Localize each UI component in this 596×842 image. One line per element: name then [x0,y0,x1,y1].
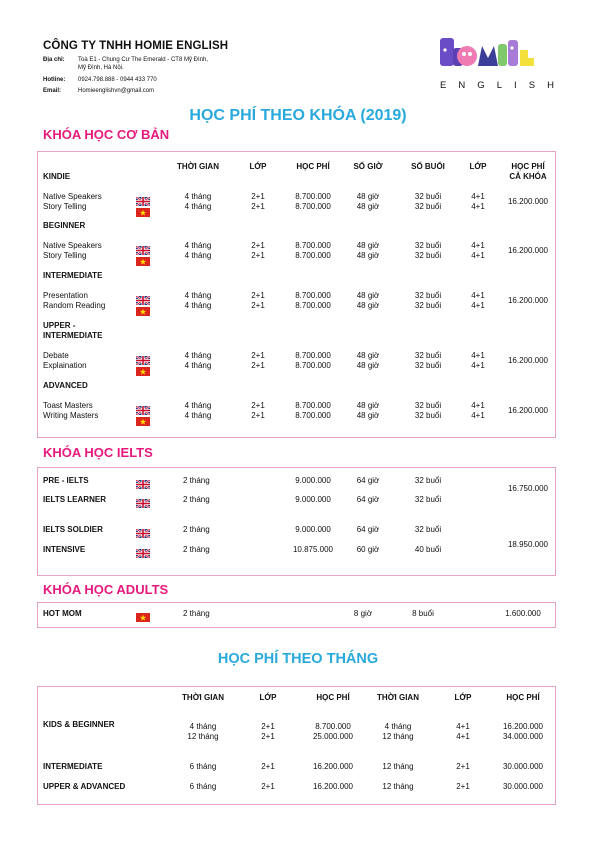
total-course-fee: 16.200.000 [507,296,549,305]
level-name: INTERMEDIATE [43,271,103,280]
class-ratio: 2+1 [251,291,265,300]
duration: 6 tháng [189,782,217,791]
uk-flag-icon [136,525,150,534]
course-fee: 8.700.000 [295,251,331,260]
address-line-1: Toà E1 - Chung Cư The Emerald - CT8 Mỹ Đình, [78,57,208,63]
ielts-courses-table [37,467,556,576]
course-hours: 64 giờ [356,525,380,534]
course-sessions: 32 buổi [414,351,442,360]
course-duration: 4 tháng [184,251,212,260]
level-name: UPPER & ADVANCED [43,782,126,791]
column-header-fee: HỌC PHÍ [296,162,330,171]
total-course-fee: 1.600.000 [505,609,541,618]
level-name: KIDS & BEGINNER [43,720,115,729]
duration-2: 4 tháng [384,722,412,731]
course-sessions: 32 buổi [414,291,442,300]
vietnam-flag-icon [136,204,150,213]
vietnam-flag-icon [136,413,150,422]
course-fee: 8.700.000 [295,202,331,211]
course-sessions: 32 buổi [414,202,442,211]
course-sessions: 40 buổi [414,545,442,554]
course-hours: 48 giờ [356,202,380,211]
monthly-fee-table [37,686,556,805]
section-title-ielts: KHÓA HỌC IELTS [43,445,153,460]
course-duration: 4 tháng [184,241,212,250]
course-sessions: 32 buổi [414,301,442,310]
column-header-fee-2: HỌC PHÍ [506,693,540,702]
course-duration: 4 tháng [184,301,212,310]
course-fee: 9.000.000 [295,495,331,504]
class-ratio-2: 4+1 [471,401,485,410]
course-hours: 48 giờ [356,411,380,420]
course-hours: 48 giờ [356,251,380,260]
basic-courses-table [37,151,556,438]
course-fee: 9.000.000 [295,476,331,485]
course-name: Writing Masters [43,411,99,420]
course-name: Explaination [43,361,87,370]
course-fee: 8.700.000 [295,241,331,250]
class-ratio-2: 4+1 [456,722,470,731]
course-fee: 8.700.000 [295,301,331,310]
course-name: INTENSIVE [43,545,86,554]
level-name: ADVANCED [43,381,88,390]
class-ratio-2: 2+1 [456,762,470,771]
class-ratio-2: 4+1 [471,202,485,211]
column-header-hours: SỐ GIỜ [353,162,383,171]
course-fee: 8.700.000 [295,291,331,300]
hotline-value: 0924.798.888 - 0944 433 770 [78,77,157,83]
course-fee: 8.700.000 [295,351,331,360]
logo-letter: I [514,80,517,91]
course-hours: 64 giờ [356,495,380,504]
course-duration: 2 tháng [183,495,210,504]
total-course-fee: 16.200.000 [507,406,549,415]
logo-wordmark [440,80,554,91]
course-name: Story Telling [43,202,87,211]
column-header-total: HỌC PHÍ [511,162,545,171]
course-duration: 2 tháng [183,476,210,485]
fee-2: 30.000.000 [502,762,544,771]
logo-letter: G [477,80,485,91]
course-hours: 48 giờ [356,291,380,300]
course-sessions: 32 buổi [414,476,442,485]
section-title-basic: KHÓA HỌC CƠ BẢN [43,127,170,142]
company-name: CÔNG TY TNHH HOMIE ENGLISH [43,40,229,52]
course-sessions: 32 buổi [414,241,442,250]
class-ratio: 2+1 [251,202,265,211]
email-value[interactable]: Homieenglishvn@gmail.com [78,88,155,94]
course-hours: 8 giờ [353,609,373,618]
level-name: INTERMEDIATE [43,331,103,340]
course-name: Random Reading [43,301,106,310]
course-hours: 48 giờ [356,401,380,410]
total-course-fee: 18.950.000 [507,540,549,549]
course-duration: 4 tháng [184,361,212,370]
course-duration: 4 tháng [184,351,212,360]
uk-flag-icon [136,402,150,411]
course-hours: 48 giờ [356,301,380,310]
course-duration: 4 tháng [184,401,212,410]
class-ratio: 2+1 [261,762,275,771]
logo-letter: H [547,80,554,91]
course-fee: 8.700.000 [295,361,331,370]
course-duration: 2 tháng [183,609,210,618]
class-ratio: 2+1 [251,351,265,360]
fee: 8.700.000 [315,722,351,731]
vietnam-flag-icon [136,609,150,618]
class-ratio: 2+1 [261,732,275,741]
class-ratio: 2+1 [251,361,265,370]
fee: 16.200.000 [312,762,354,771]
level-name: UPPER - [43,321,76,330]
course-name: HOT MOM [43,609,82,618]
column-header-class: LỚP [249,162,267,171]
course-name: Native Speakers [43,192,102,201]
class-ratio-2: 4+1 [471,351,485,360]
class-ratio-2: 4+1 [471,411,485,420]
course-name: IELTS LEARNER [43,495,106,504]
course-duration: 2 tháng [183,545,210,554]
email-label: Email: [43,88,62,94]
course-name: Toast Masters [43,401,93,410]
class-ratio: 2+1 [261,782,275,791]
uk-flag-icon [136,193,150,202]
column-header-class-2: LỚP [454,693,472,702]
course-duration: 4 tháng [184,192,212,201]
section-title-adults: KHÓA HỌC ADULTS [43,582,169,597]
duration: 6 tháng [189,762,217,771]
course-hours: 48 giờ [356,241,380,250]
fee-2: 30.000.000 [502,782,544,791]
course-fee: 9.000.000 [295,525,331,534]
course-fee: 10.875.000 [292,545,334,554]
course-hours: 48 giờ [356,351,380,360]
course-name: Presentation [43,291,88,300]
class-ratio-2: 4+1 [471,361,485,370]
course-hours: 48 giờ [356,361,380,370]
course-sessions: 32 buổi [414,525,442,534]
uk-flag-icon [136,545,150,554]
column-header-class: LỚP [259,693,277,702]
total-course-fee: 16.750.000 [507,484,549,493]
vietnam-flag-icon [136,303,150,312]
course-duration: 4 tháng [184,291,212,300]
level-name: BEGINNER [43,221,86,230]
class-ratio-2: 4+1 [471,301,485,310]
class-ratio: 2+1 [251,401,265,410]
column-header-sessions: SỐ BUỔI [411,162,445,171]
course-sessions: 32 buổi [414,251,442,260]
fee: 16.200.000 [312,782,354,791]
course-sessions: 8 buổi [412,609,434,618]
course-duration: 2 tháng [183,525,210,534]
course-fee: 8.700.000 [295,401,331,410]
address-label: Địa chỉ: [43,57,65,63]
uk-flag-icon [136,352,150,361]
course-fee: 8.700.000 [295,192,331,201]
course-fee: 8.700.000 [295,411,331,420]
class-ratio: 2+1 [251,192,265,201]
duration-2: 12 tháng [382,732,414,741]
fee: 25.000.000 [312,732,354,741]
uk-flag-icon [136,476,150,485]
vietnam-flag-icon [136,363,150,372]
class-ratio-2: 4+1 [471,291,485,300]
class-ratio-2: 4+1 [471,241,485,250]
class-ratio: 2+1 [261,722,275,731]
course-sessions: 32 buổi [414,495,442,504]
uk-flag-icon [136,292,150,301]
course-duration: 4 tháng [184,202,212,211]
course-duration: 4 tháng [184,411,212,420]
course-hours: 64 giờ [356,476,380,485]
fee-2: 16.200.000 [502,722,544,731]
course-name: Debate [43,351,69,360]
hotline-label: Hotline: [43,77,66,83]
column-header-class-2: LỚP [469,162,487,171]
uk-flag-icon [136,495,150,504]
column-header-total: CẢ KHÓA [509,172,547,181]
total-course-fee: 16.200.000 [507,197,549,206]
course-hours: 48 giờ [356,192,380,201]
logo-letter: E [440,80,447,91]
class-ratio: 2+1 [251,301,265,310]
class-ratio-2: 4+1 [471,192,485,201]
column-header-time: THỜI GIAN [177,162,219,171]
vietnam-flag-icon [136,253,150,262]
course-sessions: 32 buổi [414,401,442,410]
course-name: Native Speakers [43,241,102,250]
course-hours: 60 giờ [356,545,380,554]
column-header-time-2: THỜI GIAN [377,693,419,702]
class-ratio: 2+1 [251,241,265,250]
level-name: INTERMEDIATE [43,762,103,771]
course-name: IELTS SOLDIER [43,525,103,534]
class-ratio-2: 4+1 [456,732,470,741]
logo-letter: L [496,80,502,91]
class-ratio: 2+1 [251,251,265,260]
class-ratio: 2+1 [251,411,265,420]
level-name: KINDIE [43,172,71,181]
duration-2: 12 tháng [382,762,414,771]
adults-courses-table [37,602,556,628]
column-header-fee: HỌC PHÍ [316,693,350,702]
course-sessions: 32 buổi [414,192,442,201]
uk-flag-icon [136,242,150,251]
total-course-fee: 16.200.000 [507,356,549,365]
course-sessions: 32 buổi [414,361,442,370]
course-name: Story Telling [43,251,87,260]
address-line-2: Mỹ Đình, Hà Nội. [78,65,124,71]
duration-2: 12 tháng [382,782,414,791]
class-ratio-2: 4+1 [471,251,485,260]
total-course-fee: 16.200.000 [507,246,549,255]
logo-letter: S [528,80,536,91]
section-title-monthly: HỌC PHÍ THEO THÁNG [217,651,379,667]
fee-2: 34.000.000 [502,732,544,741]
course-sessions: 32 buổi [414,411,442,420]
duration: 4 tháng [189,722,217,731]
logo-letter: N [458,80,466,91]
page-title: HỌC PHÍ THEO KHÓA (2019) [189,107,407,124]
course-name: PRE - IELTS [43,476,89,485]
column-header-time: THỜI GIAN [182,693,224,702]
duration: 12 tháng [187,732,219,741]
class-ratio-2: 2+1 [456,782,470,791]
